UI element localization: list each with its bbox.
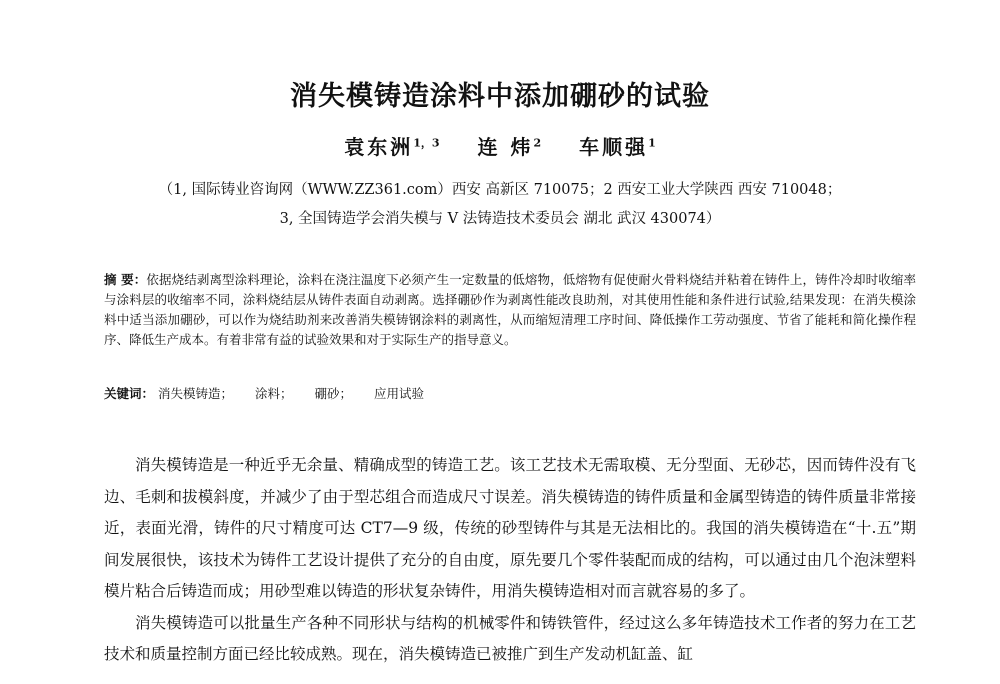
author — [478, 135, 542, 159]
author-name: 车顺强 — [579, 135, 649, 159]
author-name: 袁东洲 — [344, 135, 414, 159]
body-paragraph: 消失模铸造可以批量生产各种不同形状与结构的机械零件和铸铁管件，经过这么多年铸造技术工作者的努力在工艺技术和质量控制方面已经比较成熟。现在，消失模铸造已被推广到生产发动机缸盖、缸 — [104, 613, 916, 663]
affiliation-line-2: 3, 全国铸造学会消失模与 V 法铸造技术委员会 湖北 武汉 430074） — [279, 211, 721, 227]
author-affiliation-mark: 1 — [648, 136, 656, 150]
abstract-label: 摘 要： — [104, 272, 147, 287]
keyword: 应用试验 — [374, 386, 425, 401]
keyword: 消失模铸造； — [158, 386, 234, 401]
author-affiliation-mark: 1，3 — [413, 136, 440, 150]
affiliation-line-1: （1, 国际铸业咨询网（WWW.ZZ361.com）西安 高新区 710075；2 西安工业大学陕西 西安 710048； — [158, 182, 842, 198]
abstract-text: 依据烧结剥离型涂料理论，涂料在浇注温度下必须产生一定数量的低熔物，低熔物有促使耐火骨料烧结并粘着在铸件上，铸件冷却时收缩率与涂料层的收缩率不同，涂料烧结层从铸件表面自动剥离。选择硼砂作为剥离性能改良助剂，对其使用性能和条件进行试验,结果发现：在消失模涂料中适当添加硼砂，可以作为烧结助剂来改善消失模铸钢涂料的剥离性，从而缩短清理工序时间、降低操作工劳动强度、节省了能耗和简化操作程序、降低生产成本。有着非常有益的试验效果和对于实际生产的指导意义。 — [104, 272, 916, 347]
body-text — [104, 450, 916, 671]
author-affiliation-mark: 2 — [533, 136, 542, 150]
keyword: 涂料； — [255, 386, 293, 401]
author — [579, 135, 656, 159]
body-paragraph: 消失模铸造是一种近乎无余量、精确成型的铸造工艺。该工艺技术无需取模、无分型面、无砂芯，因而铸件没有飞边、毛刺和拔模斜度，并减少了由于型芯组合而造成尺寸误差。消失模铸造的铸件质量和金属型铸造的铸件质量非常接近，表面光滑，铸件的尺寸精度可达 CT7—9 级，传统的砂型铸件与其是无法相比的。我国的消失模铸造在“十.五”期间发展很快，该技术为铸件工艺设计提供了充分的自由度，原先要几个零件装配而成的结构，可以通过由几个泡沫塑料模片粘合后铸造而成；用砂型难以铸造的形状复杂铸件，用消失模铸造相对而言就容易的多了。 — [104, 456, 916, 600]
author-name: 连 炜 — [477, 135, 534, 159]
abstract — [104, 270, 916, 350]
keyword: 硼砂； — [314, 386, 353, 401]
keywords — [104, 385, 916, 403]
paper-title: 消失模铸造涂料中添加硼砂的试验 — [290, 81, 710, 112]
keywords-label: 关键词： — [104, 386, 155, 401]
author-list — [0, 131, 1000, 160]
author — [344, 135, 439, 159]
